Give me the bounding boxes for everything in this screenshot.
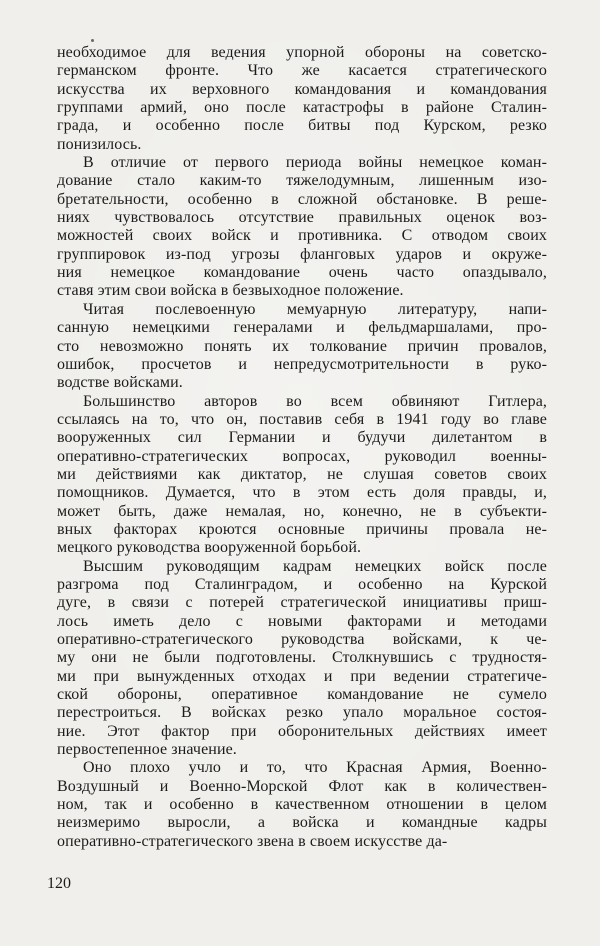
text-line: сто невозможно понять их толкование причин провалов,	[57, 337, 547, 355]
text-line: Большинство авторов во всем обвиняют Гитлера,	[83, 392, 547, 410]
text-line: необходимое для ведения упорной обороны на советско-	[57, 44, 547, 61]
text-line: санную немецкими генералами и фельдмаршалами, про-	[57, 319, 547, 337]
text-line: ния немецкое командование очень часто опаздывало,	[57, 264, 547, 282]
text-line: ние. Этот фактор при оборонительных действиях имеет	[57, 722, 547, 740]
text-line: бретательности, особенно в сложной обстановке. В реше-	[57, 190, 547, 208]
text-line: В отличие от первого периода войны немецкое коман-	[83, 154, 547, 172]
text-line: может быть, даже немалая, но, конечно, не в субъекти-	[57, 502, 547, 520]
text-line: ской обороны, оперативное командование не сумело	[57, 686, 547, 704]
text-line: ми действиями как диктатор, не слушая советов своих	[57, 465, 547, 483]
text-line: дуге, в связи с потерей стратегической инициативы приш-	[57, 594, 547, 612]
text-line: Высшим руководящим кадрам немецких войск после	[83, 557, 547, 575]
scan-speck-artifact	[91, 39, 94, 42]
text-line: мецкого руководства вооруженной борьбой.	[57, 539, 362, 557]
text-line: дование стало каким-то тяжелодумным, лишенным изо-	[57, 172, 547, 190]
text-line: оперативно-стратегических вопросах, руководил военны-	[57, 447, 547, 465]
text-line: водстве войсками.	[57, 374, 183, 392]
text-line: группами армий, оно после катастрофы в районе Сталин-	[57, 99, 547, 117]
text-line: оперативно-стратегического руководства войсками, к че-	[57, 631, 547, 648]
text-line: ми при вынужденных отходах и при ведении стратегиче-	[57, 667, 547, 685]
text-line: вных факторах кроются основные причины провала не-	[57, 520, 547, 538]
text-line: Оно плохо учло и то, что Красная Армия, Военно-	[83, 759, 547, 777]
text-line: первостепенное значение.	[57, 741, 237, 759]
text-line: му они не были подготовлены. Столкнувшись с трудностя-	[57, 649, 547, 667]
text-line: оперативно-стратегического звена в своем искусстве да-	[57, 832, 448, 850]
text-line: Воздушный и Военно-Морской Флот как в количествен-	[57, 777, 547, 795]
text-line: понизилось.	[57, 135, 142, 153]
text-line: ниях чувствовалось отсутствие правильных оценок воз-	[57, 209, 547, 227]
paragraphs-container	[57, 44, 547, 851]
text-line: группировок из-под угрозы фланговых ударов и окруже-	[57, 245, 547, 263]
text-line: града, и особенно после битвы под Курском, резко	[57, 117, 547, 135]
text-line: ном, так и особенно в качественном отношении в целом	[57, 796, 547, 814]
text-line: перестроиться. В войсках резко упало моральное состоя-	[57, 704, 547, 722]
page-text	[57, 44, 547, 851]
text-line: вооруженных сил Германии и будучи дилетантом в	[57, 429, 547, 447]
text-line: разгрома под Сталинградом, и особенно на Курской	[57, 575, 547, 593]
text-line: Читая послевоенную мемуарную литературу, напи-	[83, 300, 547, 318]
text-line: ошибок, просчетов и непредусмотрительности в руко-	[57, 355, 547, 373]
text-line: искусства их верховного командования и командования	[57, 80, 547, 98]
text-line: неизмеримо выросли, а войска и командные кадры	[57, 814, 547, 832]
text-line: германском фронте. Что же касается стратегического	[57, 62, 547, 80]
text-line: лось иметь дело с новыми факторами и методами	[57, 612, 547, 630]
text-line: ставя этим свои войска в безвыходное положение.	[57, 282, 404, 300]
text-line: можностей своих войск и противника. С отводом своих	[57, 227, 547, 245]
page-number: 120	[47, 875, 71, 892]
text-line: помощников. Думается, что в этом есть доля правды, и,	[57, 484, 547, 502]
text-line: ссылаясь на то, что он, поставив себя в 1941 году во главе	[57, 410, 547, 428]
